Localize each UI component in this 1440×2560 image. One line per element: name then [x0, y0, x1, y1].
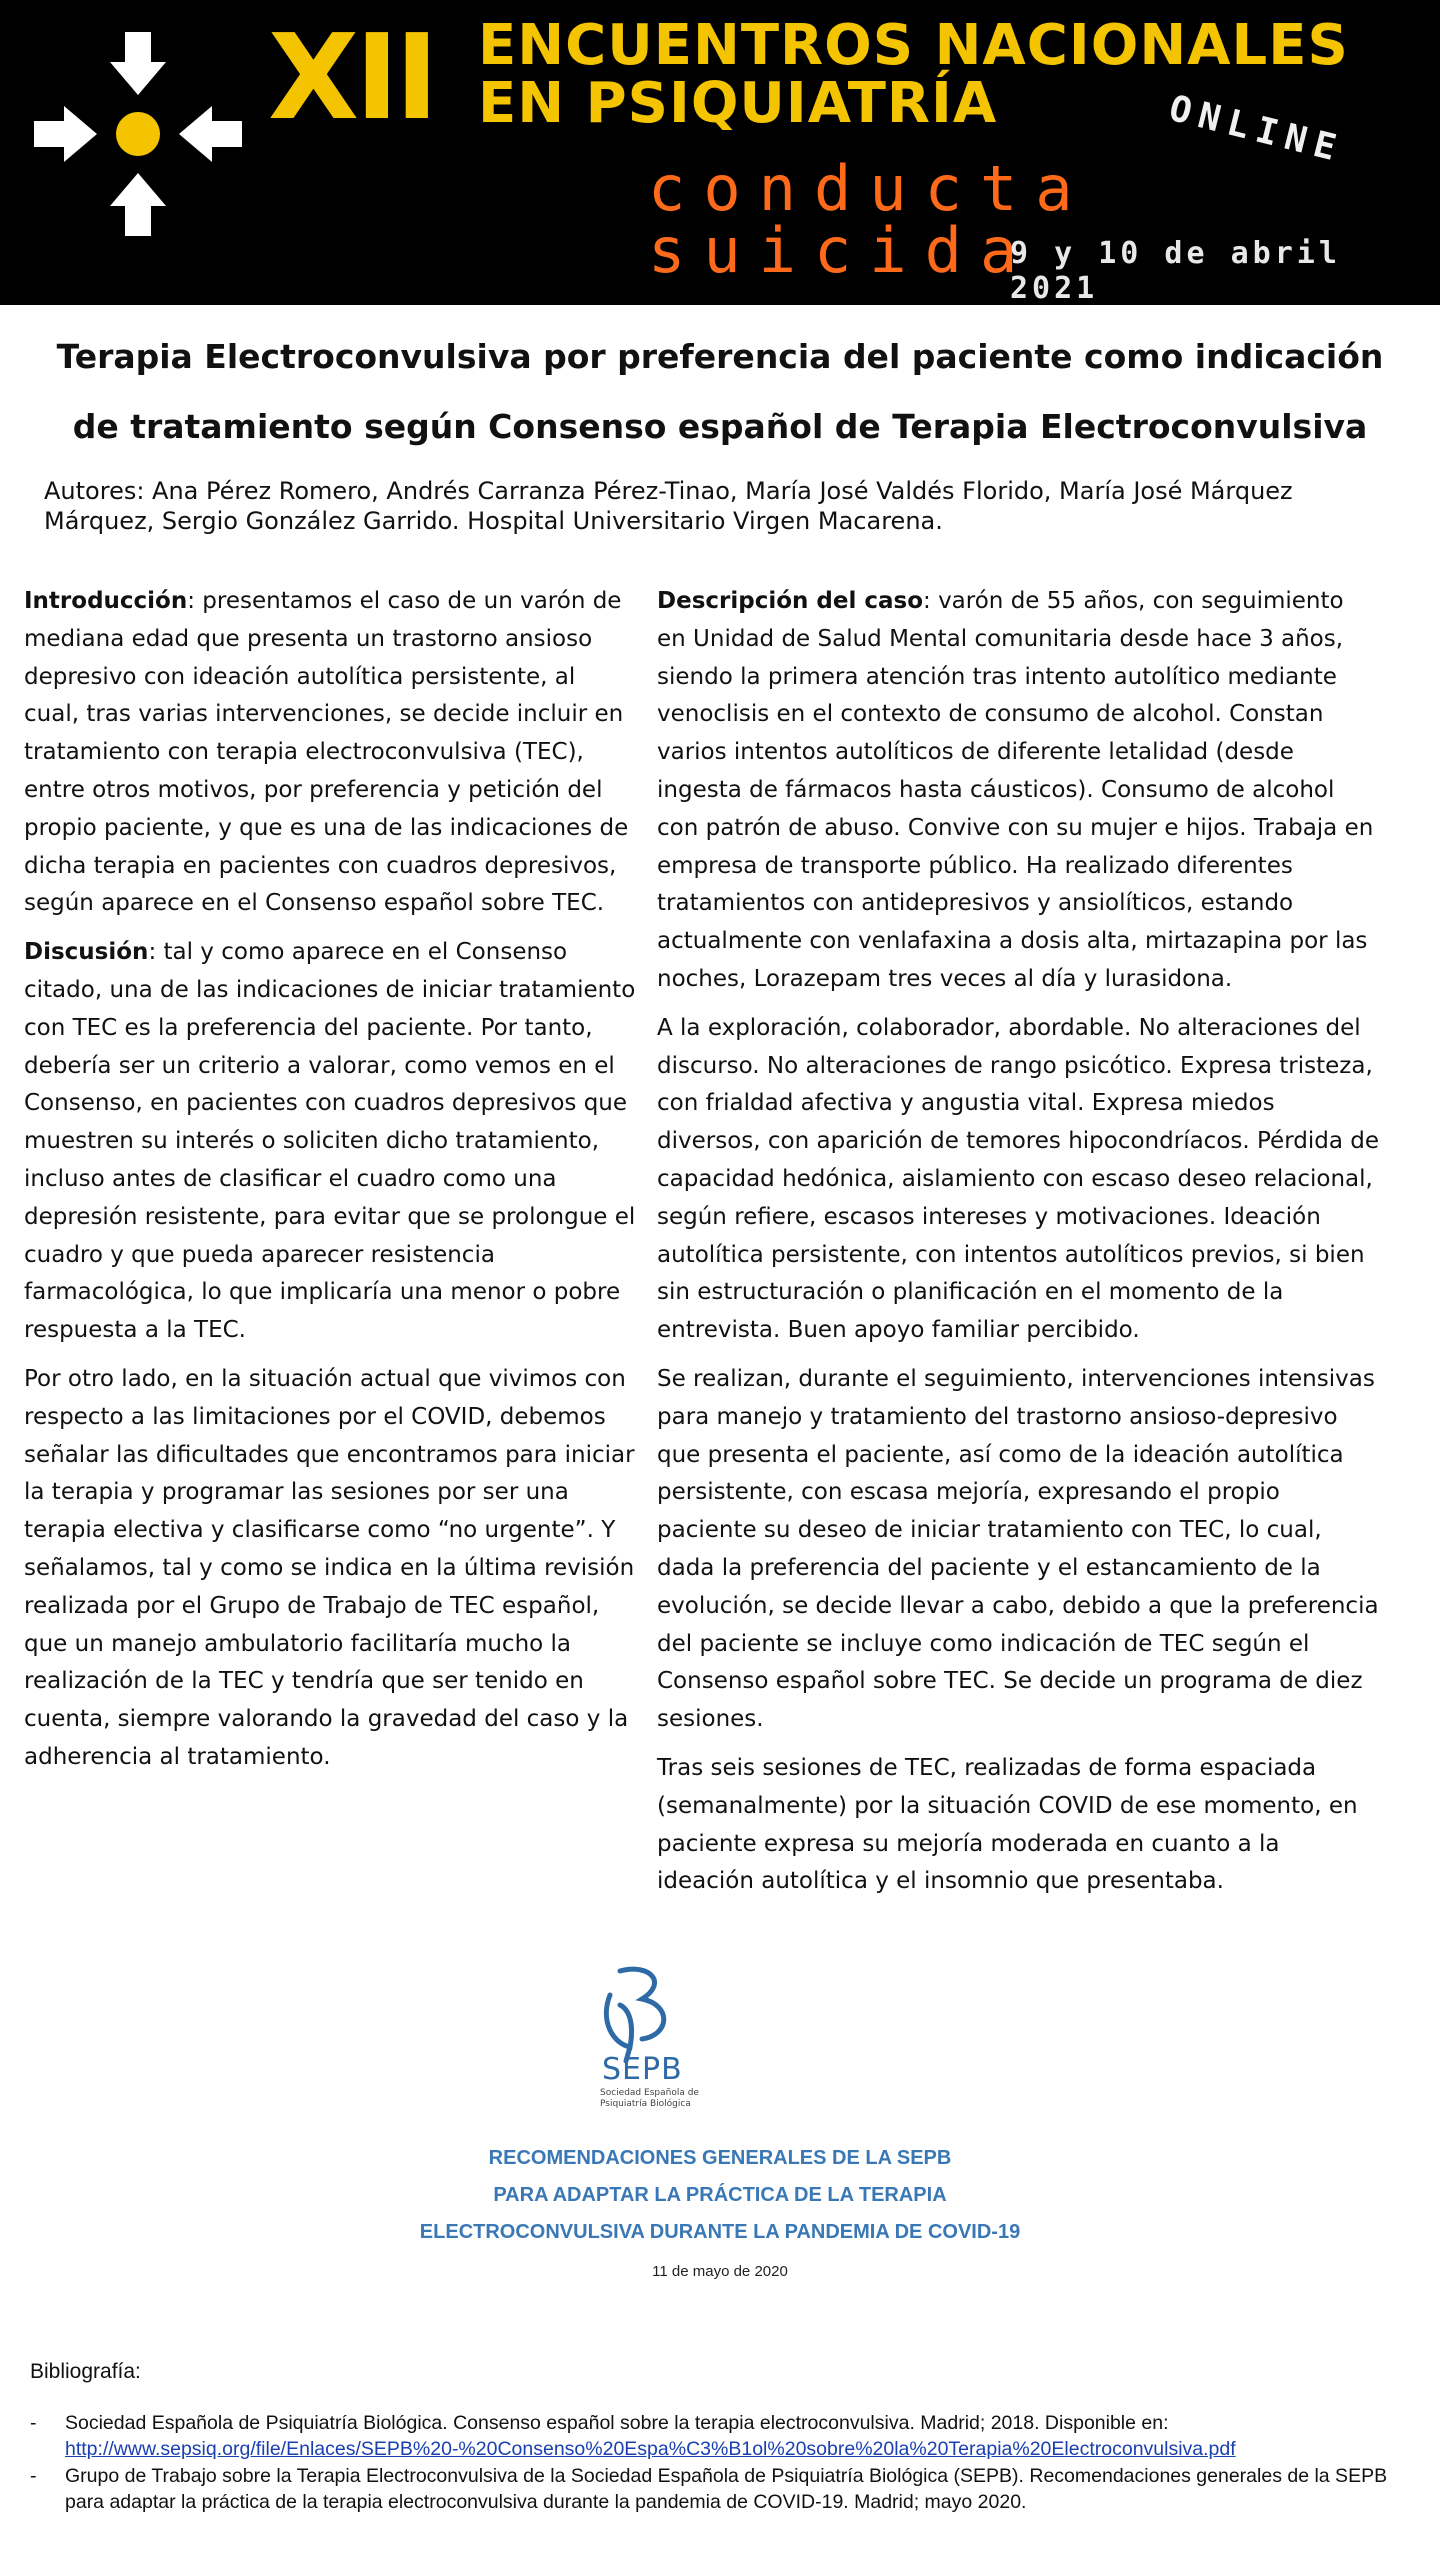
sepb-logo-subtitle: Sociedad Española de Psiquiatría Biológica	[600, 2088, 699, 2109]
paragraph-descripcion	[657, 583, 1379, 999]
recommendations-line: RECOMENDACIONES GENERALES DE LA SEPB	[488, 2147, 952, 2169]
paragraph-text: Tras seis sesiones de TEC, realizadas de forma espaciada (semanalmente) por la situación COVID de ese momento, en paciente expresa su mejoría moderada en cuanto a la ideación autolítica y el insomnio que presentaba.	[657, 1754, 1358, 1895]
recommendations-date: 11 de mayo de 2020	[652, 2263, 788, 2280]
bibliography-link[interactable]: http://www.sepsiq.org/file/Enlaces/SEPB%20-%20Consenso%20Espa%C3%B1ol%20sobre%20la%20Terapia%20Electroconvulsiva.pdf	[65, 2438, 1236, 2460]
banner-online: ONLINE	[1165, 88, 1348, 171]
bullet-dash: -	[30, 2465, 37, 2487]
bibliography-heading: Bibliografía:	[30, 2360, 141, 2383]
paragraph-text: : tal y como aparece en el Consenso citado, una de las indicaciones de iniciar tratamiento con TEC es la preferencia del paciente. Por tanto, debería ser un criterio a valorar, como vemos en el Consenso, en pacientes con cuadros depresivos que muestren su interés o soliciten dicho tratamiento, incluso antes de clasificar el cuadro como una depresión resistente, para evitar que se prolongue el cuadro y que pueda aparecer resistencia farmacológica, lo que implicaría una menor o pobre respuesta a la TEC.	[24, 939, 636, 1344]
sepb-logo-name: SEPB	[602, 2052, 683, 2087]
banner-title-line2: EN PSIQUIATRÍA	[478, 71, 998, 136]
bibliography-text: Sociedad Española de Psiquiatría Biológica. Consenso español sobre la terapia electroconvulsiva. Madrid; 2018. Disponible en:	[65, 2412, 1169, 2434]
authors: Autores: Ana Pérez Romero, Andrés Carranza Pérez-Tinao, María José Valdés Florido, María José Márquez Márquez, Sergio González Garrido. Hospital Universitario Virgen Macarena.	[44, 477, 1293, 535]
section-heading: Descripción del caso	[657, 588, 924, 614]
bibliography-text: Grupo de Trabajo sobre la Terapia Electroconvulsiva de la Sociedad Española de Psiquiatría Biológica (SEPB). Recomendaciones generales de la SEPB para adaptar la práctica de la terapia electroconvulsiva durante la pandemia de COVID-19. Madrid; mayo 2020.	[65, 2465, 1388, 2513]
banner-title-line1: ENCUENTROS NACIONALES	[478, 13, 1349, 78]
paragraph-introduccion	[24, 583, 636, 923]
paragraph-text: : presentamos el caso de un varón de mediana edad que presenta un trastorno ansioso depresivo con ideación autolítica persistente, al cual, tras varias intervenciones, se decide incluir en tratamiento con terapia electroconvulsiva (TEC), entre otros motivos, por preferencia y petición del propio paciente, y que es una de las indicaciones de dicha terapia en pacientes con cuadros depresivos, según aparece en el Consenso español sobre TEC.	[24, 588, 629, 917]
paragraph-text: Se realizan, durante el seguimiento, intervenciones intensivas para manejo y tratamiento del trastorno ansioso-depresivo que presenta el paciente, así como de la ideación autolítica persistente, con escasa mejoría, expresando el propio paciente su deseo de iniciar tratamiento con TEC, lo cual, dada la preferencia del paciente y el estancamiento de la evolución, se decide llevar a cabo, debido a que la preferencia del paciente se incluye como indicación de TEC según el Consenso español sobre TEC. Se decide un programa de diez sesiones.	[657, 1365, 1379, 1733]
paragraph-exploracion	[657, 1010, 1379, 1350]
paragraph-seguimiento	[657, 1361, 1379, 1739]
paragraph-discusion	[24, 934, 636, 1350]
paragraph-text: A la exploración, colaborador, abordable. No alteraciones del discurso. No alteraciones de rango psicótico. Expresa tristeza, con frialdad afectiva y angustia vital. Expresa miedos diversos, con aparición de temores hipocondríacos. Pérdida de capacidad hedónica, aislamiento con escaso deseo relacional, según refiere, escasos intereses y motivaciones. Ideación autolítica persistente, con intentos autolíticos previos, si bien sin estructuración o planificación en el momento de la entrevista. Buen apoyo familiar percibido.	[657, 1014, 1379, 1344]
recommendations-line: PARA ADAPTAR LA PRÁCTICA DE LA TERAPIA	[493, 2184, 947, 2206]
recommendations-line: ELECTROCONVULSIVA DURANTE LA PANDEMIA DE COVID-19	[419, 2221, 1021, 2243]
bibliography-item	[30, 2410, 1410, 2462]
paragraph-text: Por otro lado, en la situación actual que vivimos con respecto a las limitaciones por el COVID, debemos señalar las dificultades que encontramos para iniciar la terapia y programar las sesiones por ser una terapia electiva y clasificarse como “no urgente”. Y señalamos, tal y como se indica en la última revisión realizada por el Grupo de Trabajo de TEC español, que un manejo ambulatorio facilitaría mucho la realización de la TEC y tendría que ser tenido en cuenta, siempre valorando la gravedad del caso y la adherencia al tratamiento.	[24, 1365, 635, 1770]
banner-date: 9 y 10 de abril 2021	[1010, 236, 1341, 305]
bullet-dash: -	[30, 2412, 37, 2434]
banner-theme: conducta suicida	[648, 152, 1091, 287]
paper-title: Terapia Electroconvulsiva por preferencia del paciente como indicación de tratamiento según Consenso español de Terapia Electroconvulsiva	[56, 337, 1384, 446]
left-column	[24, 583, 636, 1788]
recommendations-title	[0, 2140, 1440, 2251]
bibliography-item	[30, 2463, 1410, 2515]
banner-roman-numeral: XII	[268, 8, 435, 146]
section-heading: Discusión	[24, 939, 149, 966]
paragraph-resultado	[657, 1750, 1379, 1901]
header-banner	[0, 0, 1440, 305]
paragraph-covid	[24, 1361, 636, 1777]
right-column	[657, 583, 1379, 1912]
section-heading: Introducción	[24, 588, 188, 614]
paragraph-text: : varón de 55 años, con seguimiento en Unidad de Salud Mental comunitaria desde hace 3 años, siendo la primera atención tras intento autolítico mediante venoclisis en el contexto de consumo de alcohol. Constan varios intentos autolíticos de diferente letalidad (desde ingesta de fármacos hasta cáusticos). Consumo de alcohol con patrón de abuso. Convive con su mujer e hijos. Trabaja en empresa de transporte público. Ha realizado diferentes tratamientos con antidepresivos y ansiolíticos, estando actualmente con venlafaxina a dosis alta, mirtazapina por las noches, Lorazepam tres veces al día y lurasidona.	[657, 588, 1374, 992]
